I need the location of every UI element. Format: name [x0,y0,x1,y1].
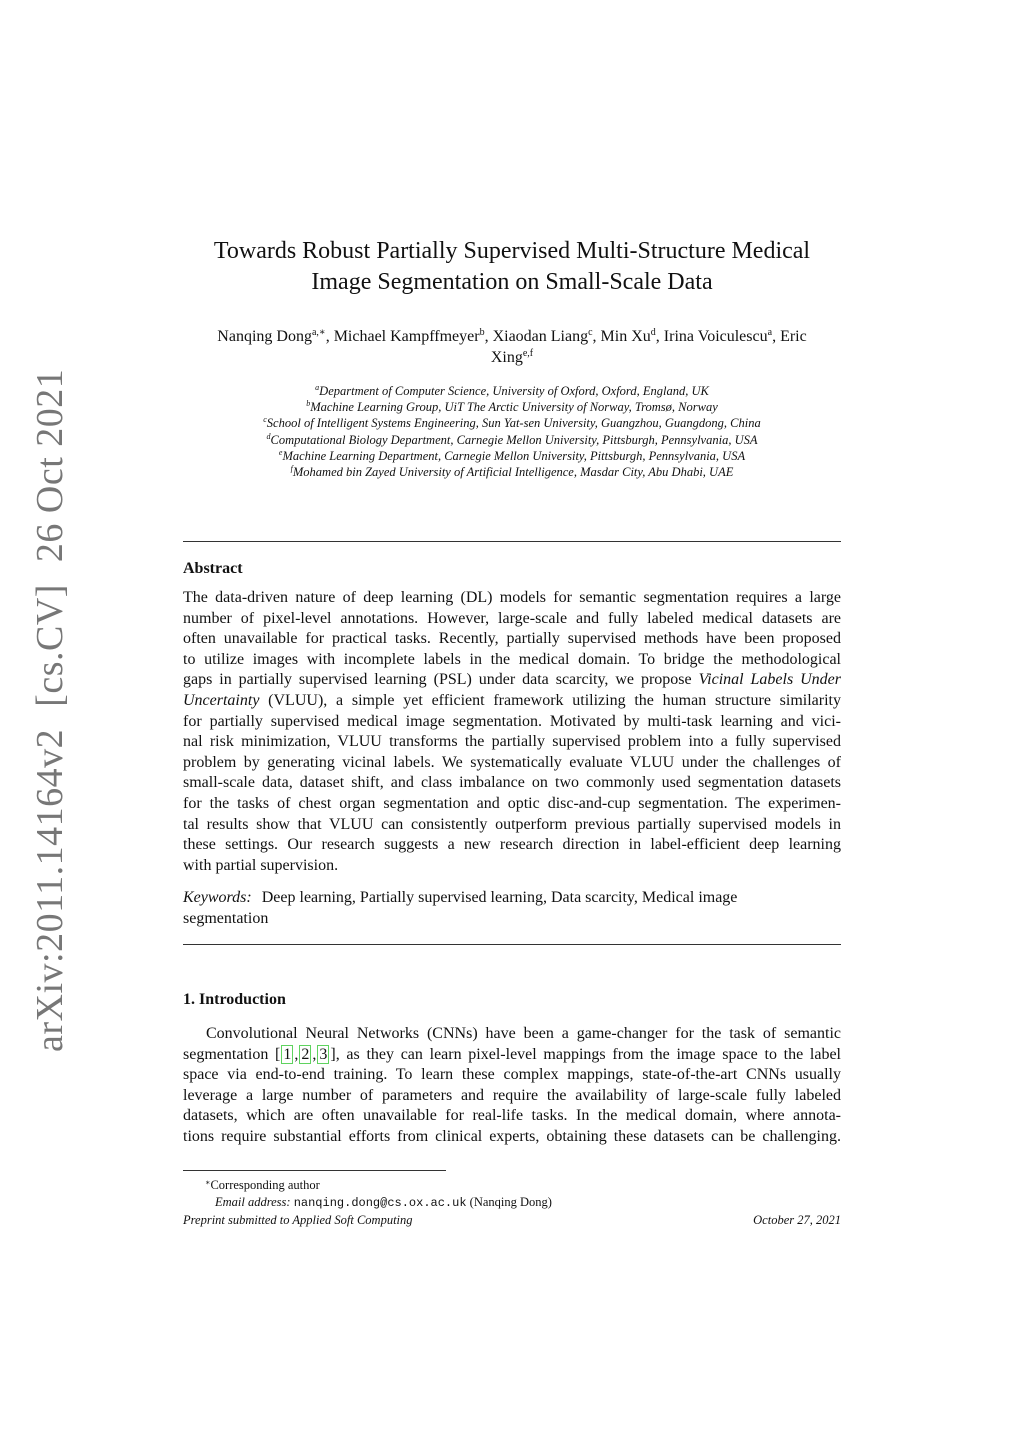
citation-link[interactable]: 1 [283,1045,292,1063]
arxiv-id: arXiv:2011.14164v2 [29,728,71,1052]
affiliation: $^f$Mohamed bin Zayed University of Artificial Intelligence, Masdar City, Abu Dhabi, UAE [290,464,734,480]
vluu-term-cont: Uncertainty [183,691,260,709]
paper-title [150,236,874,298]
email-owner: (Nanqing Dong) [469,1195,552,1209]
affiliation-list [150,383,874,480]
abstract-body [183,588,841,876]
intro-line: space via end-to-end training. To learn these complex mappings, state-of-the-art CNNs usually [183,1066,841,1084]
author-name: Min Xu [600,328,651,345]
keywords-list: Deep learning, Partially supervised learning, Data scarcity, Medical image [261,889,738,906]
keywords [183,888,841,929]
email-address[interactable]: nanqing.dong@cs.ox.ac.uk [293,1196,467,1210]
author-affil-mark: d [650,327,656,338]
abstract-line: small-scale data, dataset shift, and class imbalance on two commonly used segmentation datasets [183,774,841,792]
author-list: Nanqing Dong$^{a,∗}$, Michael Kampffmeyer$^b$, Xiaodan Liang$^c$, Min Xu$^d$, Irina Voiculescu$^a$, Eric Xing$^{e,f}$ [217,327,807,366]
affiliation: $^a$Department of Computer Science, University of Oxford, Oxford, England, UK [315,383,709,398]
intro-line: datasets, which are often unavailable for real-life tasks. In the medical domain, where annota- [183,1107,841,1125]
email-label: Email address: [215,1195,291,1209]
author-name: Irina Voiculescu [663,328,768,345]
abstract-line: with partial supervision. [183,856,339,874]
abstract-line: number of pixel-level annotations. However, large-scale and fully labeled medical datasets are [183,609,841,627]
affiliation: $^e$Machine Learning Department, Carnegie Mellon University, Pittsburgh, Pennsylvania, USA [278,447,746,463]
author-name: Xiaodan Liang [492,328,589,345]
author-affil-mark: a,∗ [311,327,326,338]
title-line-1: Towards Robust Partially Supervised Multi-Structure Medical [213,238,811,264]
author-affil-mark: c [588,327,593,338]
abstract-line: these settings. Our research suggests a new research direction in label-efficient deep learning [183,836,841,854]
introduction-body [183,1024,841,1148]
preprint-note: Preprint submitted to Applied Soft Computing [183,1213,413,1227]
abstract-line: tal results show that VLUU can consistently outperform previous partially supervised models in [183,815,841,833]
author-name: Eric [780,328,807,345]
abstract-top-rule [183,541,841,542]
author-name: Xing [490,349,523,366]
abstract-line: The data-driven nature of deep learning (DL) models for semantic segmentation requires a large [183,589,841,606]
title-line-2: Image Segmentation on Small-Scale Data [311,269,713,295]
citation-link[interactable]: 2 [301,1045,310,1063]
abstract-line: nal risk minimization, VLUU transforms the partially supervised problem into a fully supervised [183,733,841,751]
abstract-line: often unavailable for practical tasks. Recently, partially supervised methods have been proposed [183,630,841,648]
abstract-line: for the tasks of chest organ segmentation and optic disc-and-cup segmentation. The experimen- [183,794,841,812]
intro-line: segmentation [ 1 , 2 , 3 ], as they can learn pixel-level mappings from the image space to the label [183,1045,842,1063]
affiliation: $^d$Computational Biology Department, Carnegie Mellon University, Pittsburgh, Pennsylvania, USA [266,431,758,447]
author-affil-mark: a [767,327,773,338]
author-affil-mark: e,f [522,348,534,359]
abstract-line: for partially supervised medical image segmentation. Motivated by multi-task learning and vici- [183,712,841,730]
abstract-line: to utilize images with incomplete labels in the medical domain. To bridge the methodological [183,650,841,668]
author-name: Nanqing Dong [217,328,312,345]
author-affil-mark: b [479,327,485,338]
intro-line: Convolutional Neural Networks (CNNs) have been a game-changer for the task of semantic [206,1025,841,1042]
footnote [183,1177,841,1212]
footnote-mark: ∗ [205,1178,211,1187]
footnote-text: Corresponding author [210,1178,320,1192]
vluu-term: Vicinal Labels Under [698,671,842,689]
affiliation: $^c$School of Intelligent Systems Engineering, Sun Yat-sen University, Guangzhou, Guangdong, China [263,415,761,431]
intro-line: tions require substantial efforts from clinical experts, obtaining these datasets can be challenging. [183,1127,841,1145]
arxiv-side-stamp [28,347,72,1052]
affiliation: $^b$Machine Learning Group, UiT The Arctic University of Norway, Tromsø, Norway [306,399,718,415]
section-heading-introduction: 1. Introduction [183,991,286,1008]
footnote-rule [183,1170,446,1171]
abstract-line: problem by generating vicinal labels. We systematically evaluate VLUU under the challenges of [183,753,841,771]
abstract-line: gaps in partially supervised learning (PSL) under data scarcity, we propose Vicinal Labels Under [183,671,842,689]
abstract-bottom-rule [183,944,841,945]
keywords-label: Keywords: [183,889,252,906]
arxiv-category: [cs.CV] [29,584,71,707]
abstract-heading: Abstract [183,560,243,577]
intro-line: leverage a large number of parameters and require the availability of large-scale fully labeled [183,1086,841,1104]
footer-date: October 27, 2021 [753,1213,841,1227]
author-name: Michael Kampffmeyer [333,328,480,345]
keywords-list-cont: segmentation [183,909,269,927]
arxiv-date: 26 Oct 2021 [29,368,71,563]
abstract-line: Uncertainty (VLUU), a simple yet efficient framework utilizing the human structure similarity [183,691,841,709]
citation-link[interactable]: 3 [319,1045,328,1063]
